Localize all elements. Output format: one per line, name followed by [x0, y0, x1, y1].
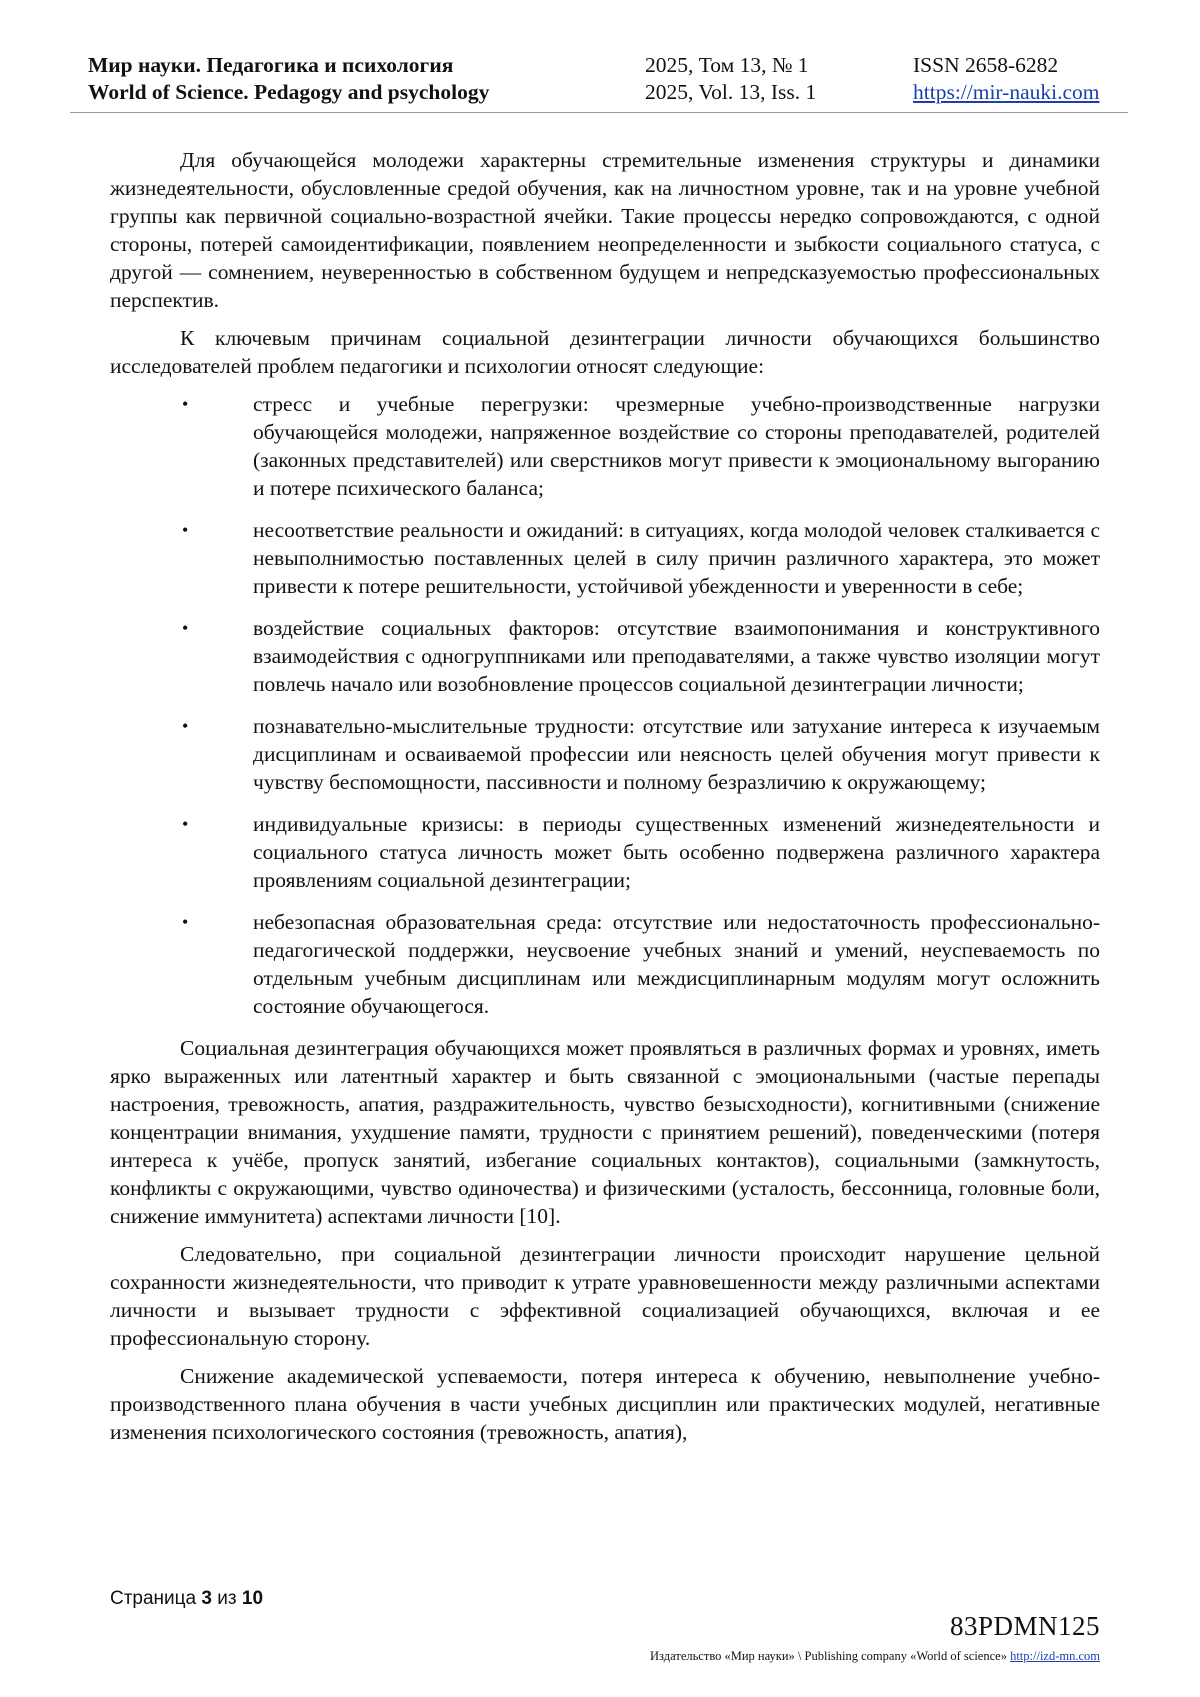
list-item — [110, 516, 1100, 600]
journal-url-link[interactable]: https://mir-nauki.com — [913, 80, 1100, 104]
publisher-url-link[interactable]: http://izd-mn.com — [1010, 1649, 1100, 1663]
list-item-text: индивидуальные кризисы: в периоды существенных изменений жизнедеятельности и социального статуса личность может быть особенно подвержена различного характера проявлениям социальной дезинтеграции; — [253, 812, 1100, 892]
article-code: 83PDMN125 — [949, 1611, 1100, 1641]
volume-info — [645, 52, 816, 106]
publisher-line — [650, 1649, 1100, 1664]
volume-en: 2025, Vol. 13, Iss. 1 — [645, 80, 817, 104]
header-divider — [70, 112, 1128, 113]
paragraph: Социальная дезинтеграция обучающихся может проявляться в различных формах и уровнях, иметь ярко выраженных или латентный характер и быть связанной с эмоциональными (частые перепады настроения, тревожность, апатия, раздражительность, чувство безысходности), когнитивными (снижение концентрации внимания, ухудшение памяти, трудности с принятием решений), поведенческими (потеря интереса к учёбе, пропуск занятий, избегание социальных контактов), социальными (замкнутость, конфликты с окружающими, чувство одиночества) и физическими (усталость, бессонница, головные боли, снижение иммунитета) аспектами личности [10]. — [110, 1036, 1100, 1228]
bullet-icon: • — [182, 520, 189, 540]
bullet-icon: • — [182, 912, 189, 932]
journal-title — [88, 52, 489, 106]
journal-title-en: World of Science. Pedagogy and psychology — [88, 80, 490, 104]
list-item-text: познавательно-мыслительные трудности: отсутствие или затухание интереса к изучаемым дисциплинам и осваиваемой профессии или неясность целей обучения могут привести к чувству беспомощности, пассивности и полному безразличию к окружающему; — [253, 714, 1100, 794]
page-number — [110, 1588, 263, 1610]
page-of: из — [217, 1588, 237, 1609]
list-item — [110, 614, 1100, 698]
list-item — [110, 908, 1100, 1020]
volume-ru: 2025, Том 13, № 1 — [645, 53, 809, 77]
bullet-icon: • — [182, 716, 189, 736]
article-body — [110, 146, 1100, 1456]
list-item — [110, 810, 1100, 894]
page-total: 10 — [241, 1588, 264, 1609]
list-item-text: стресс и учебные перегрузки: чрезмерные учебно-производственные нагрузки обучающейся молодежи, напряженное воздействие со стороны преподавателей, родителей (законных представителей) или сверстников могут привести к эмоциональному выгоранию и потере психического баланса; — [253, 392, 1100, 500]
bullet-icon: • — [182, 814, 189, 834]
paragraph: К ключевым причинам социальной дезинтеграции личности обучающихся большинство исследователей проблем педагогики и психологии относят следующие: — [110, 326, 1100, 378]
list-item — [110, 390, 1100, 502]
issn-info — [913, 52, 1099, 106]
paragraph: Следовательно, при социальной дезинтеграции личности происходит нарушение цельной сохранности жизнедеятельности, что приводит к утрате уравновешенности между различными аспектами личности и вызывает трудности с эффективной социализацией обучающихся, включая и ее профессиональную сторону. — [110, 1242, 1100, 1350]
causes-list — [110, 390, 1100, 1020]
publisher-text: Издательство «Мир науки» \ Publishing company «World of science» — [650, 1649, 1007, 1663]
list-item-text: несоответствие реальности и ожиданий: в ситуациях, когда молодой человек сталкивается с невыполнимостью поставленных целей в силу причин различного характера, это может привести к потере решительности, устойчивой убежденности и уверенности в себе; — [253, 518, 1100, 598]
paragraph: Для обучающейся молодежи характерны стремительные изменения структуры и динамики жизнедеятельности, обусловленные средой обучения, как на личностном уровне, так и на уровне учебной группы как первичной социально-возрастной ячейки. Такие процессы нередко сопровождаются, с одной стороны, потерей самоидентификации, появлением неопределенности и зыбкости социального статуса, с другой — сомнением, неуверенностью в собственном будущем и непредсказуемостью профессиональных перспектив. — [110, 148, 1100, 312]
journal-header — [88, 52, 1118, 114]
list-item — [110, 712, 1100, 796]
journal-title-ru: Мир науки. Педагогика и психология — [88, 53, 454, 77]
paragraph: Снижение академической успеваемости, потеря интереса к обучению, невыполнение учебно-производственного плана обучения в части учебных дисциплин или практических модулей, негативные изменения психологического состояния (тревожность, апатия), — [110, 1364, 1100, 1444]
bullet-icon: • — [182, 394, 189, 414]
issn: ISSN 2658-6282 — [913, 53, 1059, 77]
list-item-text: небезопасная образовательная среда: отсутствие или недостаточность профессионально-педагогической поддержки, неусвоение учебных знаний и умений, неуспеваемость по отдельным учебным дисциплинам или междисциплинарным модулям могут осложнить состояние обучающегося. — [253, 910, 1100, 1018]
page-word: Страница — [110, 1588, 197, 1609]
bullet-icon: • — [182, 618, 189, 638]
page-current: 3 — [201, 1588, 212, 1609]
list-item-text: воздействие социальных факторов: отсутствие взаимопонимания и конструктивного взаимодействия с одногруппниками или преподавателями, а также чувство изоляции могут повлечь начало или возобновление процессов социальной дезинтеграции личности; — [253, 616, 1100, 696]
